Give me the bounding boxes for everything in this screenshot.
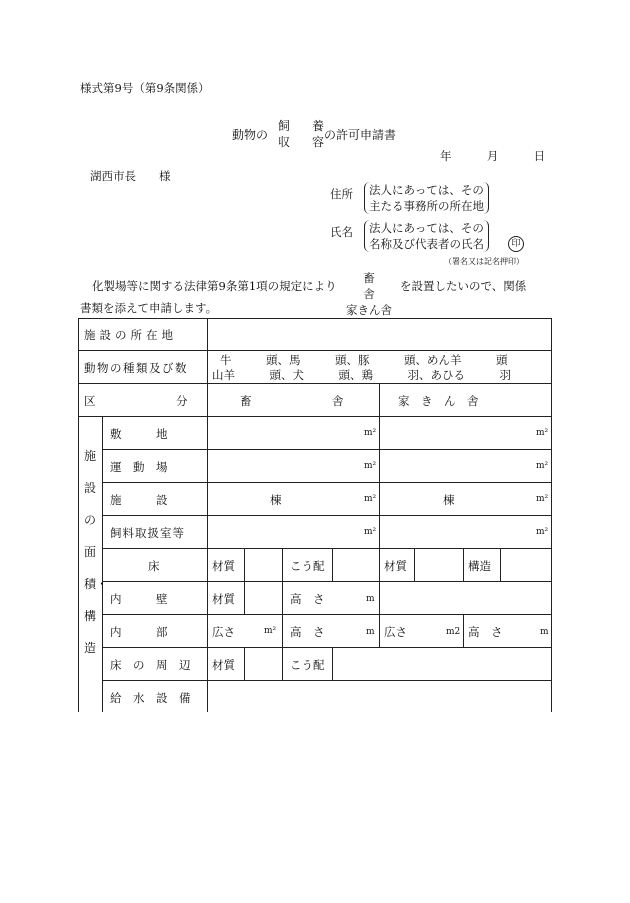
- facility-label: 施 設: [110, 493, 168, 507]
- address-note-line1: 法人にあっては、その: [369, 183, 484, 197]
- floor-div-3: [332, 548, 333, 581]
- facility-option-livestock: 畜 舎: [363, 271, 411, 301]
- table-border-left: [78, 318, 79, 712]
- animal-line2[interactable]: 山羊 頭、犬 頭、鶏 羽、あひる 羽: [212, 368, 511, 382]
- interior-livestock-height-unit[interactable]: m: [366, 627, 375, 637]
- facility-options: [342, 270, 411, 318]
- water-label: 給 水 設 備: [110, 691, 191, 705]
- floor-edge-label: 床 の 周 辺: [110, 658, 191, 672]
- floor-div-6: [500, 548, 501, 581]
- feed-poultry-unit[interactable]: m²: [536, 527, 549, 537]
- table-divider-category: [379, 383, 380, 614]
- interior-poultry-height-unit[interactable]: m: [540, 627, 549, 637]
- interior-poultry-area-unit[interactable]: m2: [446, 627, 461, 637]
- exercise-poultry-unit[interactable]: m²: [536, 461, 549, 471]
- name-field[interactable]: [364, 220, 489, 252]
- facility-livestock-count[interactable]: 棟: [270, 493, 282, 507]
- inner-wall-material-label: 材質: [212, 592, 235, 606]
- title-option-keep: 飼 養: [278, 119, 330, 133]
- table-line-5: [102, 482, 551, 483]
- site-label: 敷 地: [110, 427, 168, 441]
- interior-div-2: [379, 614, 380, 647]
- exercise-livestock-unit[interactable]: m²: [364, 461, 377, 471]
- statement-text-after: を設置したいので、関係: [400, 279, 527, 293]
- interior-poultry-height-label: 高 さ: [468, 625, 503, 639]
- date-day-field[interactable]: 日: [533, 149, 546, 163]
- facility-poultry-unit[interactable]: m²: [536, 494, 549, 504]
- table-line-10: [102, 647, 551, 648]
- site-livestock-unit[interactable]: m²: [364, 428, 377, 438]
- interior-livestock-area-unit[interactable]: m²: [264, 626, 277, 636]
- name-note-line1: 法人にあっては、その: [369, 221, 484, 235]
- inner-wall-height-unit[interactable]: m: [366, 594, 375, 604]
- interior-livestock-height-label: 高 さ: [290, 625, 325, 639]
- sign-note: （署名又は記名押印）: [444, 257, 524, 266]
- floor-livestock-material-field[interactable]: [245, 549, 281, 580]
- name-label: 氏名: [330, 225, 353, 239]
- floor-div-2: [282, 548, 283, 581]
- floor-poultry-structure-label: 構造: [468, 559, 491, 573]
- feed-livestock-unit[interactable]: m²: [364, 527, 377, 537]
- wall-div-2: [282, 581, 283, 614]
- table-divider-side: [102, 416, 103, 712]
- table-line-9: [102, 614, 551, 615]
- floor-label: 床: [148, 559, 160, 573]
- side-label: 施設の面積・構造: [84, 449, 109, 655]
- title-option-house: 収 容: [278, 135, 330, 149]
- table-line-2: [78, 383, 551, 384]
- statement-text-before: 化製場等に関する法律第9条第1項の規定により: [92, 279, 337, 293]
- edge-div-2: [282, 647, 283, 680]
- statement-text-line2: 書類を添えて申請します。: [80, 301, 218, 315]
- interior-div-1: [282, 614, 283, 647]
- floor-poultry-material-label: 材質: [384, 559, 407, 573]
- floor-div-5: [463, 548, 464, 581]
- edge-div-3: [332, 647, 333, 680]
- facility-livestock-unit[interactable]: m²: [364, 494, 377, 504]
- address-note-line2: 主たる事務所の所在地: [369, 199, 484, 213]
- table-line-4: [102, 449, 551, 450]
- category-livestock: 畜 舎: [240, 394, 344, 408]
- table-border-right: [551, 318, 552, 712]
- floor-edge-material-label: 材質: [212, 658, 235, 672]
- floor-livestock-material-label: 材質: [212, 559, 235, 573]
- table-line-3: [78, 416, 551, 417]
- interior-label: 内 部: [110, 625, 168, 639]
- interior-livestock-area-label: 広さ: [212, 625, 235, 639]
- seal-mark-icon: 印: [508, 236, 524, 252]
- category-poultry: 家 き ん 舎: [398, 394, 479, 408]
- form-number: 様式第9号（第9条関係）: [80, 81, 210, 95]
- date-line: [440, 148, 545, 164]
- table-line-6: [102, 515, 551, 516]
- date-month-field[interactable]: 月: [486, 149, 499, 163]
- table-line-8: [102, 581, 551, 582]
- animal-line1[interactable]: 牛 頭、馬 頭、豚 頭、めん羊 頭: [220, 353, 508, 367]
- feed-label: 飼料取扱室等: [110, 526, 185, 540]
- exercise-label: 運 動 場: [110, 460, 168, 474]
- wall-div-1: [244, 581, 245, 614]
- floor-edge-slope-label: こう配: [290, 658, 325, 672]
- address-label: 住所: [330, 187, 353, 201]
- address-field[interactable]: [364, 182, 489, 214]
- interior-poultry-area-label: 広さ: [384, 625, 407, 639]
- title-prefix: 動物の: [232, 128, 269, 142]
- table-line-1: [78, 350, 551, 351]
- animal-label: 動物の種類及び数: [84, 361, 188, 375]
- water-field[interactable]: [208, 681, 550, 711]
- interior-div-3: [463, 614, 464, 647]
- inner-wall-height-label: 高 さ: [290, 592, 325, 606]
- facility-option-poultry: 家きん舎: [346, 303, 392, 317]
- location-field[interactable]: [208, 319, 550, 349]
- edge-div-1: [244, 647, 245, 680]
- title-suffix: の許可申請書: [324, 128, 397, 142]
- site-poultry-unit[interactable]: m²: [536, 428, 549, 438]
- table-line-7: [102, 548, 551, 549]
- date-year-field[interactable]: 年: [440, 149, 452, 163]
- floor-div-4: [414, 548, 415, 581]
- addressee: 湖西市長 様: [90, 169, 171, 183]
- title-options: [278, 118, 330, 150]
- inner-wall-label: 内 壁: [110, 592, 168, 606]
- facility-poultry-count[interactable]: 棟: [443, 493, 455, 507]
- location-label: 施設の所在地: [84, 328, 177, 342]
- category-label: 区 分: [84, 394, 188, 408]
- name-note-line2: 名称及び代表者の氏名: [369, 237, 484, 251]
- floor-livestock-slope-label: こう配: [290, 559, 325, 573]
